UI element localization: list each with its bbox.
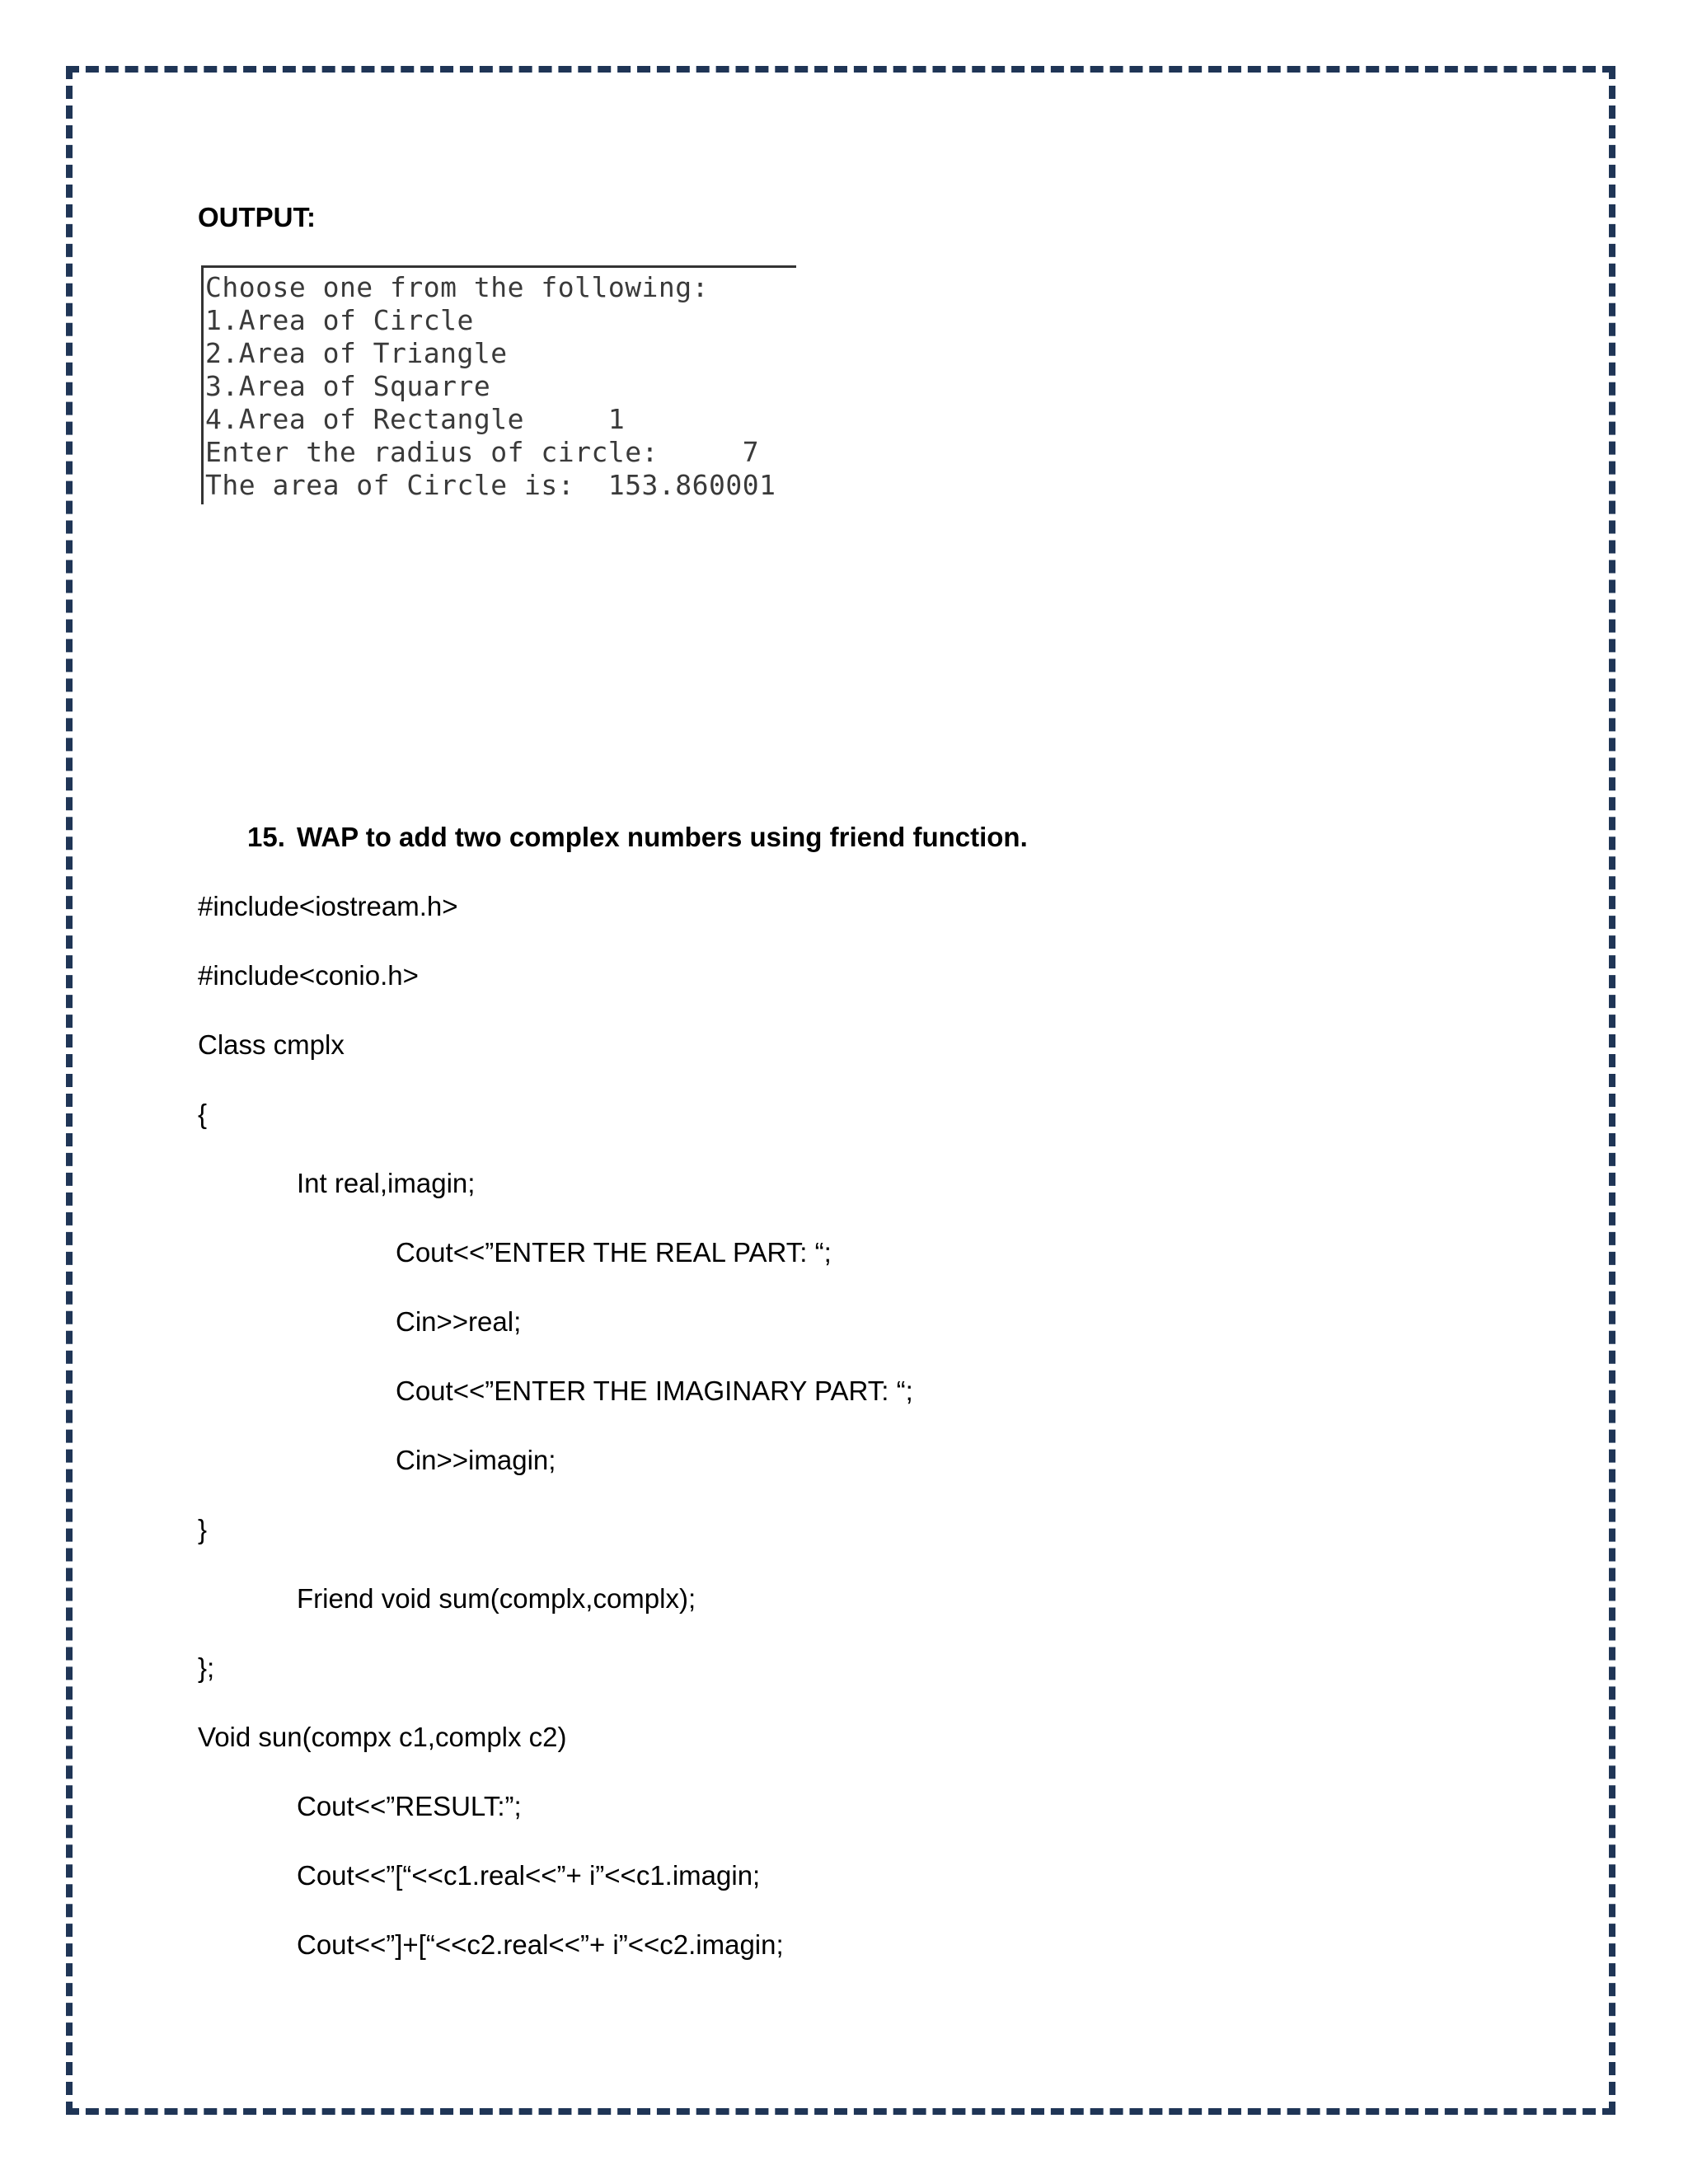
console-output-screenshot [201,265,796,504]
output-heading: OUTPUT: [198,202,316,232]
code-line: Cin>>real; [396,1306,522,1337]
code-line: Class cmplx [198,1029,345,1060]
code-line: Friend void sum(complx,complx); [297,1583,696,1614]
code-line: Cout<<”ENTER THE IMAGINARY PART: “; [396,1376,913,1406]
console-line: 2.Area of Triangle [205,337,508,369]
code-line: Cout<<”[“<<c1.real<<”+ i”<<c1.imagin; [297,1860,761,1891]
code-line: Void sun(compx c1,complx c2) [198,1722,567,1752]
code-line: Cout<<”]+[“<<c2.real<<”+ i”<<c2.imagin; [297,1929,784,1960]
console-line: The area of Circle is: 153.860001 [205,469,776,501]
console-line: 1.Area of Circle [205,304,474,336]
console-line: 4.Area of Rectangle 1 [205,403,626,435]
question-number: 15. [247,822,285,852]
code-line: Cout<<”ENTER THE REAL PART: “; [396,1237,832,1268]
code-line: }; [198,1652,215,1683]
question-text: WAP to add two complex numbers using friend function. [297,822,1028,852]
console-line: Choose one from the following: [205,271,710,303]
console-line: 3.Area of Squarre [205,370,491,402]
question-heading [247,821,1028,854]
code-line: } [198,1514,208,1544]
code-line: Int real,imagin; [297,1168,476,1198]
code-line: Cout<<”RESULT:”; [297,1791,522,1821]
code-line: Cin>>imagin; [396,1445,556,1475]
console-line: Enter the radius of circle: 7 [205,436,760,468]
code-line: { [198,1099,208,1129]
code-line: #include<iostream.h> [198,891,458,921]
code-line: #include<conio.h> [198,960,419,991]
